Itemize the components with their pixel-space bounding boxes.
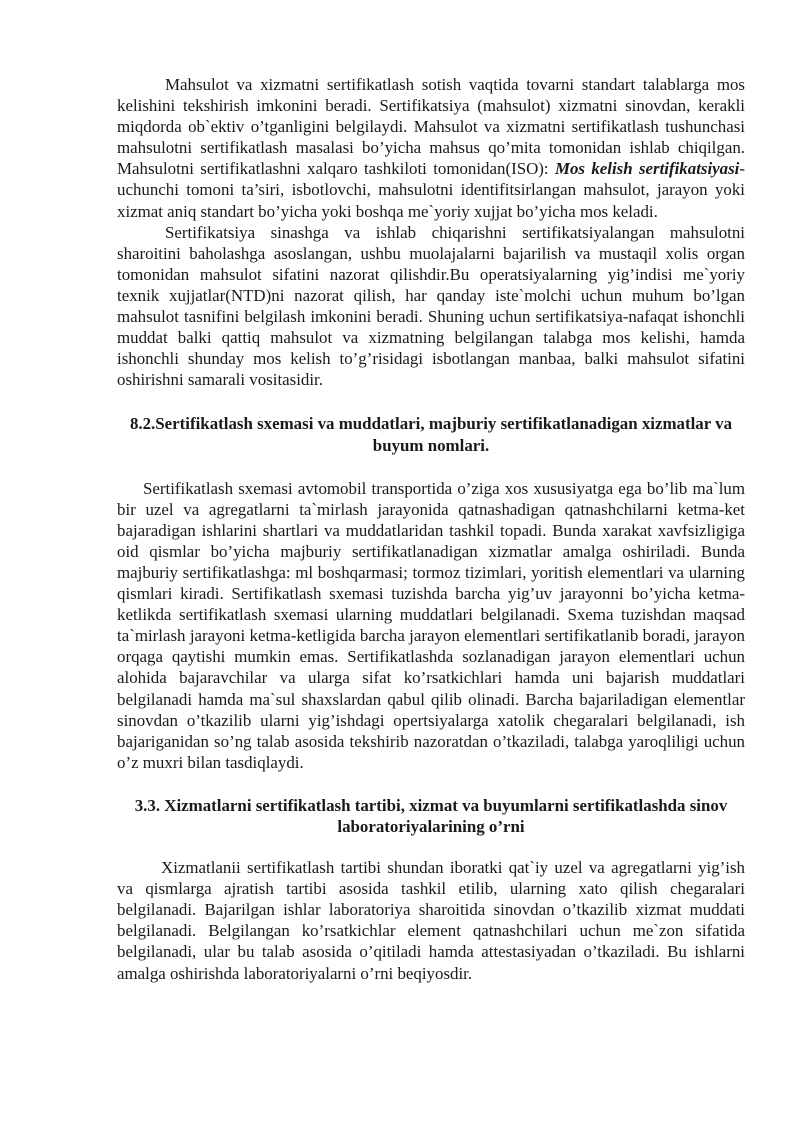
paragraph-text: - uchunchi tomoni ta’siri, isbotlovchi, mahsulotni identifitsirlangan mahsulot, jarayon yoki xizmat aniq standart bo’yicha yoki boshqa me`yoriy xujjat bo’yicha mos keladi. [117, 159, 745, 221]
section-heading-3-3: 3.3. Xizmatlarni sertifikatlash tartibi, xizmat va buyumlarni sertifikatlashda sinov laboratoriyalarining o’rni [134, 795, 728, 836]
paragraph-certification-scheme: Sertifikatlash sxemasi avtomobil transportida o’ziga xos xususiyatga ega bo’lib ma`lum bir uzel va agregatlarni ta`mirlash jarayonida qatnashadigan qatnashchilarni ketma-ket bajaradigan ishlarini shartlari va muddatlaridan tashkil topadi. Bunda xarakat xavfsizligiga oid qismlar bo’yicha majburiy sertifikatlanadigan xizmatlar amalga oshiriladi. Bunda majburiy sertifikatlashga: ml boshqarmasi; tormoz tizimlari, yoritish elementlari va ularning qismlari kiradi. Sertifikatlash sxemasi tuzishda barcha yig’uv jarayonni bo’yicha ketma-ketlikda sertifikatlash sxemasi ularning muddatlari belgilanadi. Sxema tuzishdan maqsad ta`mirlash jarayoni ketma-ketligida barcha jarayon elementlari sertifikatlanib boradi, jarayon orqaga qaytishi mumkin emas. Sertifikatlashda sozlanadigan jarayon elementlari uchun alohida bajaravchilar va ularga sifat ko’rsatkichlari hamda uni bajarish muddatlari belgilanadi hamda ma`sul shaxslardan qabul qilib olinadi. Barcha bajariladigan elementlar sinovdan o’tkazilib ularni yig’ishdagi opertsiyalarga xatolik chegaralari belgilanadi, ish bajariganidan so’ng talab asosida tekshirib nazoratdan o’tkaziladi, talabga yaroqliligi uchun o’z muxri bilan tasdiqlaydi. [117, 478, 745, 772]
emphasized-term: Mos kelish sertifikatsiyasi [554, 159, 740, 179]
paragraph-text: Mahsulot va xizmatni sertifikatlash sotish vaqtida tovarni standart talablarga mos kelishini tekshirish imkonini beradi. Sertifikatsiya (mahsulot) xizmatni sinovdan, kerakli miqdorda ob`ektiv o’tganligini belgilaydi. Mahsulot va xizmatni sertifikatlash tushunchasi mahsulotni sertifikatlash masalasi bo’yicha mahsus qo’mita tomonidan ishlab chiqilgan. Mahsulotni sertifikatlashni xalqaro tashkiloti tomonidan(ISO): [117, 75, 745, 179]
paragraph-certification-basis: Sertifikatsiya sinashga va ishlab chiqarishni sertifikatsiyalangan mahsulotni sharoitini baholashga asoslangan, ushbu muolajalarni bajarilish va mustaqil xolis organ tomonidan mahsulot sifatini nazorat qilishdir.Bu operatsiyalarning yig’indisi me`yoriy texnik xujjatlar(NTD)ni nazorat qilish, har qanday iste`molchi uchun muhum bo’lgan mahsulot tasnifini belgilash imkonini beradi. Shuning uchun sertifikatsiya-nafaqat ishonchli muddat balki qattiq mahsulot va xizmatning belgilangan talabga mos kelishi, hamda ishonchli shunday mos kelish to’g’risidagi isbotlangan manbaa, balki mahsulot sifatini oshirishni samarali vositasidir. [117, 222, 745, 390]
paragraph-certification-procedure: Xizmatlanii sertifikatlash tartibi shundan iboratki qat`iy uzel va agregatlarni yig’ish va qismlarga ajratish tartibi asosida tashkil etilib, ularning xato qilish chegaralari belgilanadi. Bajarilgan ishlar laboratoriya sharoitida sinovdan o’tkazilib xizmat muddati belgilanadi. Belgilangan ko’rsatkichlar element qatnashchilari uchun me`zon sifatida belgilanadi, ular bu talab asosida o’qitiladi hamda attestasiyadan o’tkaziladi. Bu ishlarni amalga oshirishda laboratoriyalarni o’rni beqiyosdir. [117, 858, 745, 983]
paragraph-certification-intro [117, 74, 745, 222]
section-heading-8-2: 8.2.Sertifikatlash sxemasi va muddatlari, majburiy sertifikatlanadigan xizmatlar va buyum nomlari. [129, 414, 733, 455]
